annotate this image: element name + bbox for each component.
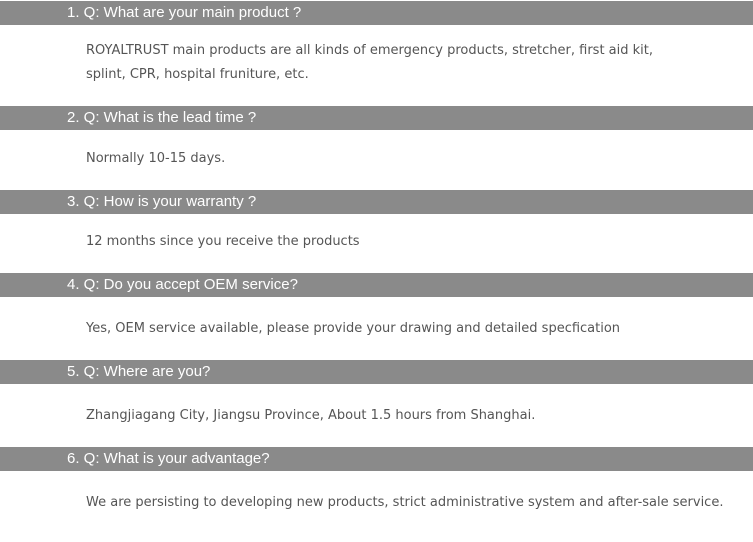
faq-question-5: 5. Q: Where are you?: [0, 360, 753, 384]
faq-question-2: 2. Q: What is the lead time ?: [0, 106, 753, 130]
faq-answer-1-line-1: ROYALTRUST main products are all kinds of emergency products, stretcher, first aid kit,: [86, 43, 654, 58]
faq-answer-6: We are persisting to developing new products, strict administrative system and after-sale service.: [86, 495, 724, 510]
faq-answer-2: Normally 10-15 days.: [86, 151, 226, 166]
faq-answer-4: Yes, OEM service available, please provide your drawing and detailed specfication: [86, 321, 621, 336]
faq-question-1: 1. Q: What are your main product ?: [0, 1, 753, 25]
faq-question-3: 3. Q: How is your warranty ?: [0, 190, 753, 214]
faq-answer-3: 12 months since you receive the products: [86, 234, 360, 249]
faq-question-6: 6. Q: What is your advantage?: [0, 447, 753, 471]
faq-question-4: 4. Q: Do you accept OEM service?: [0, 273, 753, 297]
faq-answer-5: Zhangjiagang City, Jiangsu Province, About 1.5 hours from Shanghai.: [86, 408, 536, 423]
faq-answer-1-line-2: splint, CPR, hospital fruniture, etc.: [86, 67, 309, 82]
